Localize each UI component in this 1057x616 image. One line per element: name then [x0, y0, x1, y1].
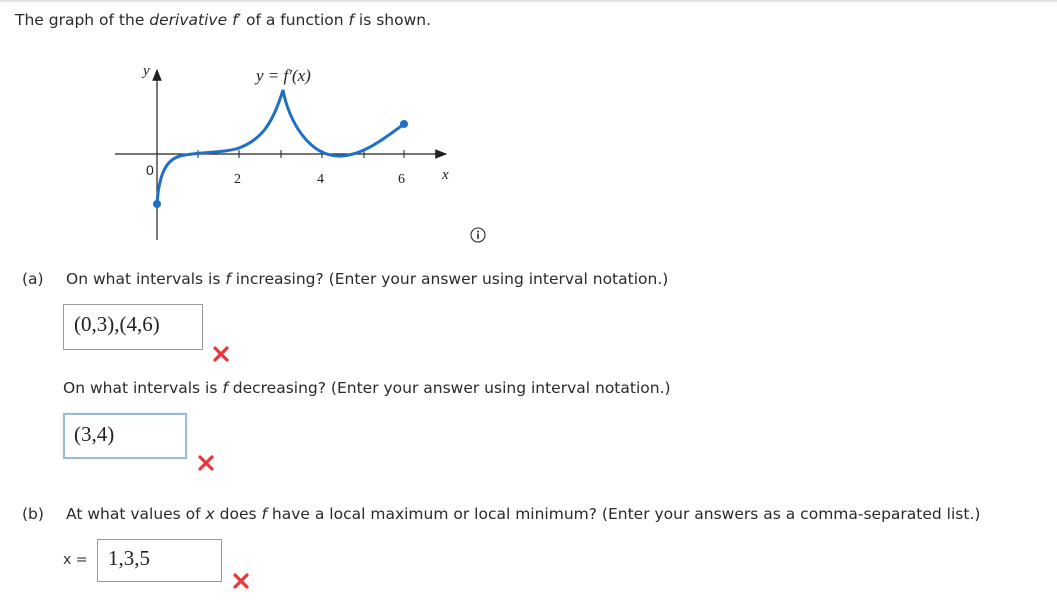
intro-fprime: f′	[232, 11, 242, 29]
info-icon[interactable]	[470, 227, 486, 243]
y-axis-label: y	[143, 63, 150, 79]
tick-label-4: 4	[317, 172, 324, 187]
derivative-curve	[157, 90, 404, 204]
curve-endpoint-right	[400, 120, 408, 128]
intro-f: f	[348, 11, 354, 29]
part-b-question	[22, 505, 980, 523]
question-text: At what values of	[66, 505, 206, 523]
question-text-suffix: decreasing? (Enter your answer using interval notation.)	[227, 379, 671, 397]
curve-label: y = f′(x)	[256, 66, 311, 85]
x-axis-label: x	[442, 167, 449, 183]
tick-label-6: 6	[398, 172, 405, 187]
curve-endpoint-left	[153, 200, 161, 208]
question-text-middle: does	[214, 505, 262, 523]
origin-label: 0	[146, 162, 154, 178]
part-a-question-increasing	[22, 270, 668, 288]
answer-decreasing-input[interactable]: (3,4)	[63, 413, 187, 459]
question-f: f	[261, 505, 267, 523]
question-f: f	[225, 270, 231, 288]
question-text: On what intervals is	[66, 270, 226, 288]
tick-label-2: 2	[234, 172, 241, 187]
question-x: x	[205, 505, 215, 523]
question-intro	[15, 11, 431, 29]
intro-text-middle: of a function	[241, 11, 349, 29]
part-a-question-decreasing	[63, 379, 671, 397]
question-text-suffix: increasing? (Enter your answer using interval notation.)	[230, 270, 669, 288]
question-f: f	[222, 379, 228, 397]
derivative-graph	[110, 58, 470, 248]
top-divider	[0, 0, 1057, 2]
intro-emphasis: derivative	[149, 11, 228, 29]
intro-text-suffix: is shown.	[353, 11, 432, 29]
x-mark-icon	[213, 346, 229, 362]
part-a-label: (a)	[22, 270, 44, 288]
question-text-suffix: have a local maximum or local minimum? (Enter your answers as a comma-separated list.)	[267, 505, 981, 523]
answer-increasing-input[interactable]: (0,3),(4,6)	[63, 304, 203, 350]
answer-extrema-input[interactable]: 1,3,5	[97, 539, 222, 582]
x-mark-icon	[233, 573, 249, 589]
x-equals-label: x =	[63, 552, 88, 568]
part-b-label: (b)	[22, 505, 44, 523]
intro-text: The graph of the	[15, 11, 150, 29]
x-mark-icon	[198, 455, 214, 471]
question-text: On what intervals is	[63, 379, 223, 397]
